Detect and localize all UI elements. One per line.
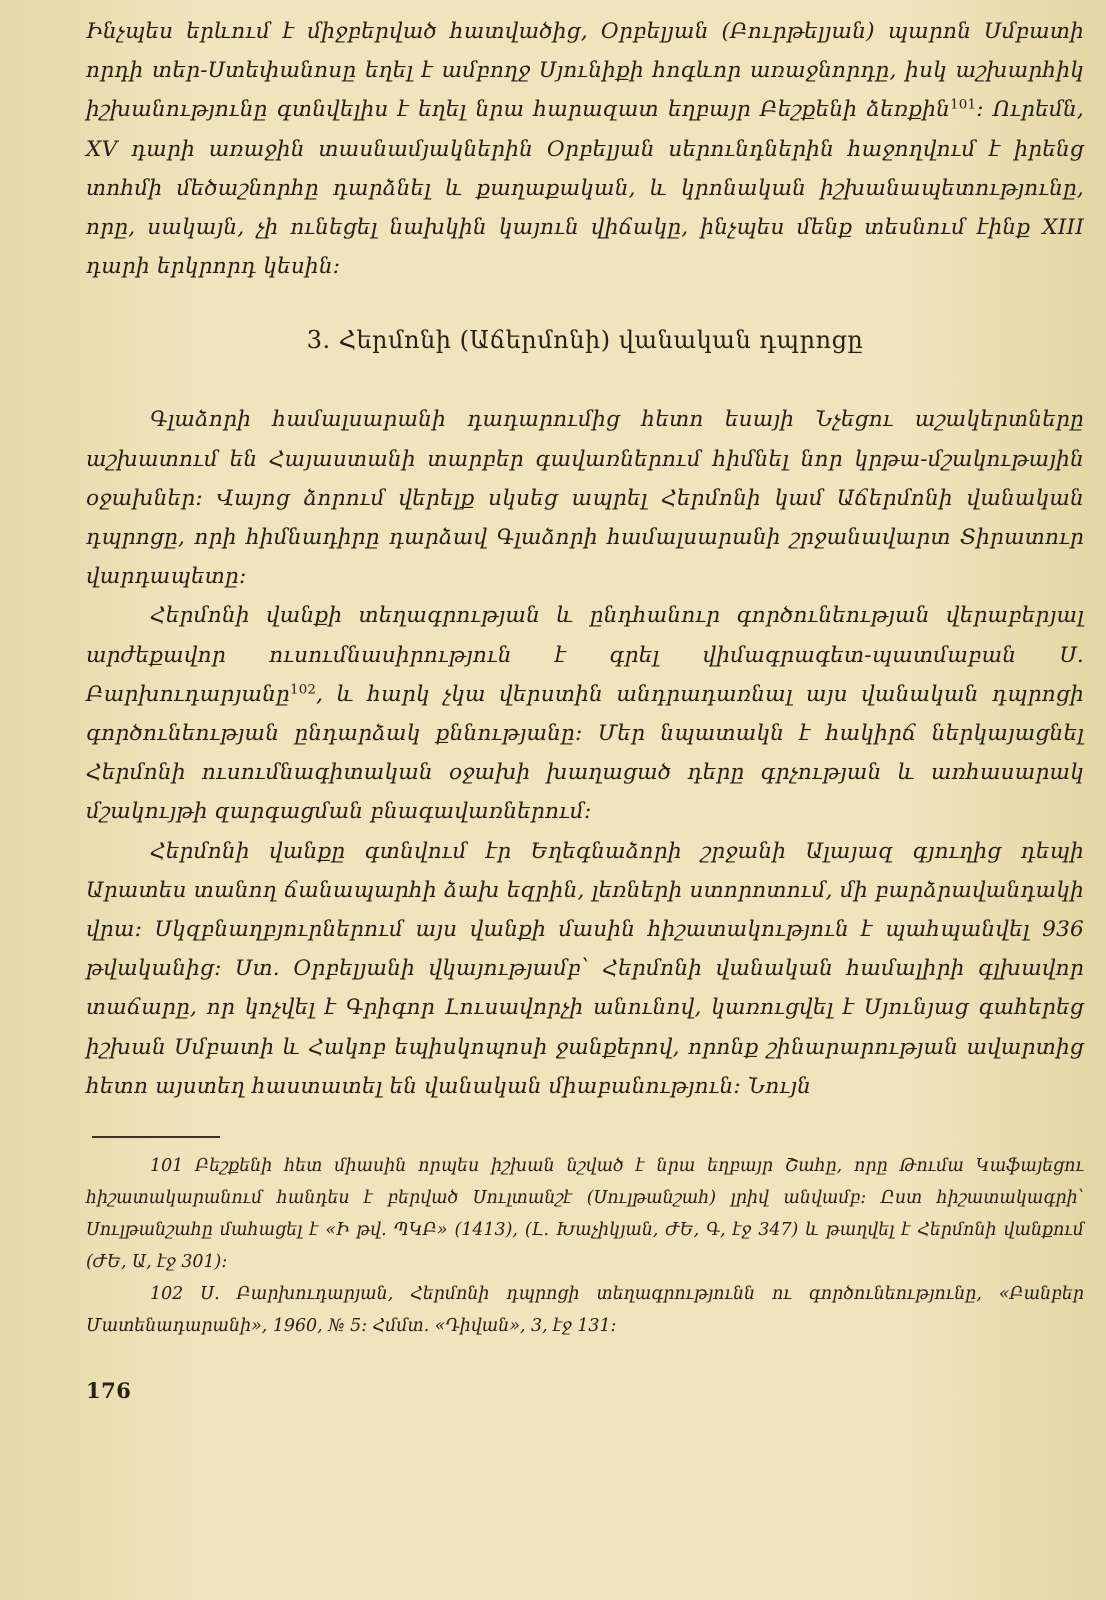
- paragraph-1: [86, 12, 1084, 286]
- footnote-divider: [92, 1136, 220, 1138]
- footnote-text: Ս. Բարխուդարյան, Հերմոնի դպրոցի տեղագրությունն ու գործունեությունը, «Բանբեր Մատենադարանի», 1960, № 5։ Հմմտ. «Դիվան», 3, էջ 131։: [86, 1284, 1084, 1337]
- footnote-102: [86, 1278, 1084, 1342]
- paragraph-3-part-b: , և հարկ չկա վերստին անդրադառնալ այս վանական դպրոցի գործունեության ընդարձակ քննությանը։ Մեր նպատակն է հակիրճ ներկայացնել Հերմոնի ուսումնագիտական օջախի խաղացած դերը գրչության և առհասարակ մշակույթի զարգացման բնագավառներում։: [86, 681, 1084, 825]
- footnote-ref-101: 101: [950, 98, 977, 114]
- main-text: [86, 12, 1084, 1106]
- footnote-ref-102: 102: [290, 682, 317, 698]
- footnotes: [86, 1150, 1084, 1342]
- footnote-number: 101: [150, 1156, 184, 1177]
- paragraph-1-part-b: ։ Ուրեմն, XV դարի առաջին տասնամյակներին Օրբելյան սերունդներին հաջողվում է իրենց տոհմի մեծաշնորհը դարձնել և քաղաքական, և կրոնական իշխանապետությունը, որը, սակայն, չի ունեցել նախկին կայուն վիճակը, ինչպես մենք տեսնում էինք XIII դարի երկրորդ կեսին։: [86, 97, 1084, 280]
- paragraph-2: Գլաձորի համալսարանի դադարումից հետո եսայի Նչեցու աշակերտները աշխատում են Հայաստանի տարբեր գավառներում հիմնել նոր կրթա-մշակութային օջախներ։ Վայոց ձորում վերելք սկսեց ապրել Հերմոնի կամ Աճերմոնի վանական դպրոցը, որի հիմնադիրը դարձավ Գլաձորի համալսարանի շրջանավարտ Տիրատուր վարդապետը։: [86, 407, 1084, 590]
- paragraph-3: [86, 596, 1084, 831]
- footnote-text: Բեշքենի հետ միասին որպես իշխան նշված է նրա եղբայր Շահը, որը Թումա Կաֆայեցու հիշատակարանում հանդես է բերված Սուլտանշէ (Սուլթանշահ) լրիվ անվամբ։ Ըստ հիշատակագրի՝ Սուլթանշահը մահացել է «Ի թվ. ՊԿԲ» (1413), (Լ. Խաչիկյան, ԺԵ, Գ, էջ 347) և թաղվել է Հերմոնի վանքում (ԺԵ, Ա, էջ 301)։: [86, 1156, 1084, 1273]
- footnote-101: [86, 1150, 1084, 1278]
- footnote-number: 102: [150, 1284, 184, 1305]
- section-heading: 3. Հերմոնի (Աճերմոնի) վանական դպրոցը: [306, 326, 864, 355]
- paragraph-3-part-a: Հերմոնի վանքի տեղագրության և ընդհանուր գործունեության վերաբերյալ արժեքավոր ուսումնասիրություն է գրել վիմագրագետ-պատմաբան Ս. Բարխուդարյանը: [86, 603, 1084, 707]
- paragraph-1-part-a: Ինչպես երևում է միջբերված հատվածից, Օրբելյան (Բուրթելյան) պարոն Սմբատի որդի տեր-Ստեփանոսը եղել է ամբողջ Սյունիքի հոգևոր առաջնորդը, իսկ աշխարհիկ իշխանությունը գտնվելիս է եղել նրա հարազատ եղբայր Բեշքենի ձեռքին: [86, 19, 1084, 123]
- paragraph-4: Հերմոնի վանքը գտնվում էր Եղեգնաձորի շրջանի Ալայազ գյուղից դեպի Արատես տանող ճանապարհի ձախ եզրին, լեռների ստորոտում, մի բարձրավանդակի վրա։ Սկզբնաղբյուրներում այս վանքի մասին հիշատակություն է պահպանվել 936 թվականից։ Ստ. Օրբելյանի վկայությամբ՝ Հերմոնի վանական համալիրի գլխավոր տաճարը, որ կոչվել է Գրիգոր Լուսավորչի անունով, կառուցվել է Սյունյաց գահերեց իշխան Սմբատի և Հակոբ եպիսկոպոսի ջանքերով, որոնք շինարարության ավարտից հետո այստեղ հաստատել են վանական միաբանություն։ Նույն: [86, 838, 1084, 1099]
- page-number: 176: [86, 1378, 132, 1404]
